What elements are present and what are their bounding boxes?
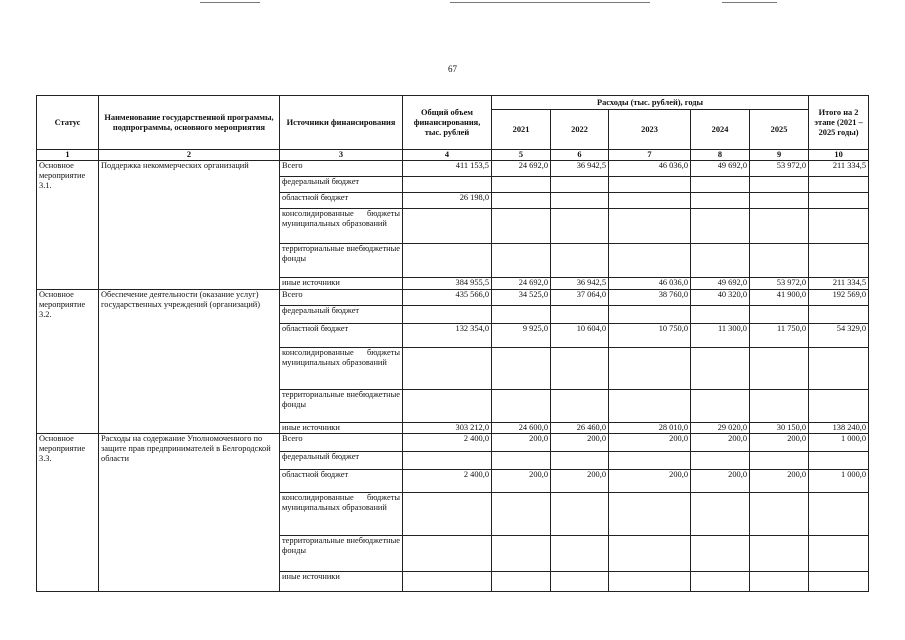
stage-total-cell xyxy=(809,306,869,324)
year-value-cell xyxy=(750,572,809,592)
source-offbudget: территориальные внебюджетные фонды xyxy=(280,536,403,572)
year-value-cell xyxy=(609,193,691,209)
year-value-cell: 10 604,0 xyxy=(551,324,609,348)
total-cell: 132 354,0 xyxy=(403,324,492,348)
year-value-cell: 36 942,5 xyxy=(551,161,609,177)
year-value-cell: 11 300,0 xyxy=(691,324,750,348)
status-cell: Основное мероприятие 3.3. xyxy=(37,434,99,592)
total-cell: 26 198,0 xyxy=(403,193,492,209)
year-value-cell: 38 760,0 xyxy=(609,290,691,306)
name-cell: Расходы на содержание Уполномоченного по защите прав предпринимателей в Белгородской области xyxy=(99,434,280,592)
year-value-cell xyxy=(551,536,609,572)
column-number: 10 xyxy=(809,150,869,161)
stage-total-cell xyxy=(809,572,869,592)
column-number: 2 xyxy=(99,150,280,161)
year-value-cell xyxy=(492,348,551,390)
year-value-cell: 200,0 xyxy=(691,470,750,493)
status-cell: Основное мероприятие 3.2. xyxy=(37,290,99,434)
header-status: Статус xyxy=(37,96,99,150)
total-cell: 2 400,0 xyxy=(403,434,492,452)
year-value-cell xyxy=(492,244,551,278)
source-regional: областной бюджет xyxy=(280,470,403,493)
year-value-cell: 49 692,0 xyxy=(691,161,750,177)
total-cell xyxy=(403,572,492,592)
header-stage-total: Итого на 2 этапе (2021 – 2025 годы) xyxy=(809,96,869,150)
total-cell xyxy=(403,493,492,536)
column-number: 9 xyxy=(750,150,809,161)
source-all: Всего xyxy=(280,161,403,177)
source-regional: областной бюджет xyxy=(280,324,403,348)
stage-total-cell xyxy=(809,193,869,209)
source-other: иные источники xyxy=(280,278,403,290)
year-value-cell: 41 900,0 xyxy=(750,290,809,306)
year-value-cell: 46 036,0 xyxy=(609,278,691,290)
source-federal: федеральный бюджет xyxy=(280,452,403,470)
year-value-cell xyxy=(492,493,551,536)
total-cell: 435 566,0 xyxy=(403,290,492,306)
year-value-cell: 200,0 xyxy=(750,434,809,452)
financing-table xyxy=(36,95,869,592)
table-row xyxy=(37,290,869,306)
year-value-cell xyxy=(492,390,551,423)
year-value-cell: 26 460,0 xyxy=(551,423,609,434)
name-cell: Обеспечение деятельности (оказание услуг) государственных учреждений (организаций) xyxy=(99,290,280,434)
scan-mark xyxy=(200,2,260,3)
stage-total-cell: 192 569,0 xyxy=(809,290,869,306)
year-value-cell: 10 750,0 xyxy=(609,324,691,348)
year-value-cell: 200,0 xyxy=(492,434,551,452)
year-value-cell: 34 525,0 xyxy=(492,290,551,306)
year-value-cell xyxy=(609,348,691,390)
source-offbudget: территориальные внебюджетные фонды xyxy=(280,390,403,423)
total-cell xyxy=(403,209,492,244)
year-value-cell xyxy=(492,209,551,244)
total-cell xyxy=(403,244,492,278)
year-value-cell xyxy=(750,493,809,536)
year-value-cell xyxy=(551,209,609,244)
year-value-cell: 53 972,0 xyxy=(750,161,809,177)
header-year: 2021 xyxy=(492,110,551,150)
stage-total-cell xyxy=(809,390,869,423)
source-federal: федеральный бюджет xyxy=(280,306,403,324)
year-value-cell: 53 972,0 xyxy=(750,278,809,290)
table-row xyxy=(37,161,869,177)
year-value-cell: 200,0 xyxy=(750,470,809,493)
year-value-cell: 29 020,0 xyxy=(691,423,750,434)
year-value-cell xyxy=(691,177,750,193)
scan-mark xyxy=(722,2,777,3)
stage-total-cell xyxy=(809,244,869,278)
stage-total-cell: 211 334,5 xyxy=(809,161,869,177)
year-value-cell: 46 036,0 xyxy=(609,161,691,177)
year-value-cell xyxy=(691,193,750,209)
header-year: 2025 xyxy=(750,110,809,150)
stage-total-cell xyxy=(809,177,869,193)
year-value-cell: 24 692,0 xyxy=(492,278,551,290)
year-value-cell xyxy=(551,390,609,423)
stage-total-cell xyxy=(809,209,869,244)
year-value-cell: 200,0 xyxy=(691,434,750,452)
total-cell xyxy=(403,390,492,423)
year-value-cell xyxy=(551,493,609,536)
total-cell xyxy=(403,306,492,324)
year-value-cell xyxy=(609,572,691,592)
source-municipal: консолидированные бюджеты муниципальных образований xyxy=(280,348,403,390)
total-cell: 384 955,5 xyxy=(403,278,492,290)
year-value-cell: 200,0 xyxy=(609,434,691,452)
year-value-cell xyxy=(750,536,809,572)
source-all: Всего xyxy=(280,290,403,306)
year-value-cell xyxy=(609,536,691,572)
header-name: Наименование государственной программы, подпрограммы, основного мероприятия xyxy=(99,96,280,150)
column-number: 1 xyxy=(37,150,99,161)
year-value-cell: 24 692,0 xyxy=(492,161,551,177)
header-total: Общий объем финансирования, тыс. рублей xyxy=(403,96,492,150)
year-value-cell xyxy=(551,306,609,324)
header-sources: Источники финансирования xyxy=(280,96,403,150)
year-value-cell xyxy=(691,572,750,592)
total-cell: 303 212,0 xyxy=(403,423,492,434)
year-value-cell xyxy=(609,390,691,423)
year-value-cell xyxy=(609,493,691,536)
column-number: 7 xyxy=(609,150,691,161)
source-municipal: консолидированные бюджеты муниципальных образований xyxy=(280,209,403,244)
table-body xyxy=(37,161,869,592)
year-value-cell xyxy=(492,452,551,470)
year-value-cell xyxy=(492,193,551,209)
year-value-cell xyxy=(551,244,609,278)
total-cell xyxy=(403,452,492,470)
column-number: 8 xyxy=(691,150,750,161)
table-row xyxy=(37,434,869,452)
year-value-cell xyxy=(609,306,691,324)
year-value-cell xyxy=(609,452,691,470)
header-year: 2022 xyxy=(551,110,609,150)
year-value-cell xyxy=(551,348,609,390)
source-all: Всего xyxy=(280,434,403,452)
source-federal: федеральный бюджет xyxy=(280,177,403,193)
stage-total-cell: 1 000,0 xyxy=(809,434,869,452)
column-number: 5 xyxy=(492,150,551,161)
source-other: иные источники xyxy=(280,572,403,592)
year-value-cell: 24 600,0 xyxy=(492,423,551,434)
total-cell: 2 400,0 xyxy=(403,470,492,493)
year-value-cell xyxy=(691,348,750,390)
column-number: 4 xyxy=(403,150,492,161)
year-value-cell: 11 750,0 xyxy=(750,324,809,348)
year-value-cell xyxy=(750,390,809,423)
column-number: 3 xyxy=(280,150,403,161)
year-value-cell xyxy=(750,193,809,209)
source-regional: областной бюджет xyxy=(280,193,403,209)
total-cell: 411 153,5 xyxy=(403,161,492,177)
year-value-cell xyxy=(750,209,809,244)
total-cell xyxy=(403,536,492,572)
stage-total-cell: 54 329,0 xyxy=(809,324,869,348)
column-number: 6 xyxy=(551,150,609,161)
year-value-cell xyxy=(551,177,609,193)
year-value-cell xyxy=(750,306,809,324)
year-value-cell xyxy=(551,572,609,592)
year-value-cell: 200,0 xyxy=(551,470,609,493)
header-year: 2023 xyxy=(609,110,691,150)
year-value-cell xyxy=(492,306,551,324)
year-value-cell xyxy=(691,209,750,244)
year-value-cell xyxy=(492,177,551,193)
year-value-cell xyxy=(691,493,750,536)
stage-total-cell: 211 334,5 xyxy=(809,278,869,290)
header-expenses: Расходы (тыс. рублей), годы xyxy=(492,96,809,110)
status-cell: Основное мероприятие 3.1. xyxy=(37,161,99,290)
year-value-cell xyxy=(691,390,750,423)
name-cell: Поддержка некоммерческих организаций xyxy=(99,161,280,290)
stage-total-cell xyxy=(809,452,869,470)
year-value-cell xyxy=(492,572,551,592)
year-value-cell xyxy=(691,536,750,572)
year-value-cell: 30 150,0 xyxy=(750,423,809,434)
year-value-cell xyxy=(492,536,551,572)
year-value-cell xyxy=(750,244,809,278)
year-value-cell xyxy=(750,177,809,193)
source-offbudget: территориальные внебюджетные фонды xyxy=(280,244,403,278)
year-value-cell: 200,0 xyxy=(609,470,691,493)
year-value-cell: 200,0 xyxy=(492,470,551,493)
year-value-cell xyxy=(691,244,750,278)
total-cell xyxy=(403,177,492,193)
year-value-cell xyxy=(750,348,809,390)
page-number: 67 xyxy=(448,64,457,74)
stage-total-cell: 1 000,0 xyxy=(809,470,869,493)
year-value-cell xyxy=(551,193,609,209)
source-other: иные источники xyxy=(280,423,403,434)
year-value-cell: 49 692,0 xyxy=(691,278,750,290)
year-value-cell: 28 010,0 xyxy=(609,423,691,434)
year-value-cell xyxy=(691,452,750,470)
year-value-cell: 36 942,5 xyxy=(551,278,609,290)
year-value-cell xyxy=(691,306,750,324)
year-value-cell: 40 320,0 xyxy=(691,290,750,306)
year-value-cell xyxy=(750,452,809,470)
year-value-cell: 37 064,0 xyxy=(551,290,609,306)
year-value-cell xyxy=(609,244,691,278)
year-value-cell xyxy=(551,452,609,470)
source-municipal: консолидированные бюджеты муниципальных образований xyxy=(280,493,403,536)
year-value-cell: 200,0 xyxy=(551,434,609,452)
stage-total-cell xyxy=(809,536,869,572)
stage-total-cell xyxy=(809,493,869,536)
year-value-cell: 9 925,0 xyxy=(492,324,551,348)
year-value-cell xyxy=(609,209,691,244)
total-cell xyxy=(403,348,492,390)
year-value-cell xyxy=(609,177,691,193)
stage-total-cell: 138 240,0 xyxy=(809,423,869,434)
header-year: 2024 xyxy=(691,110,750,150)
stage-total-cell xyxy=(809,348,869,390)
scan-mark xyxy=(450,2,650,3)
